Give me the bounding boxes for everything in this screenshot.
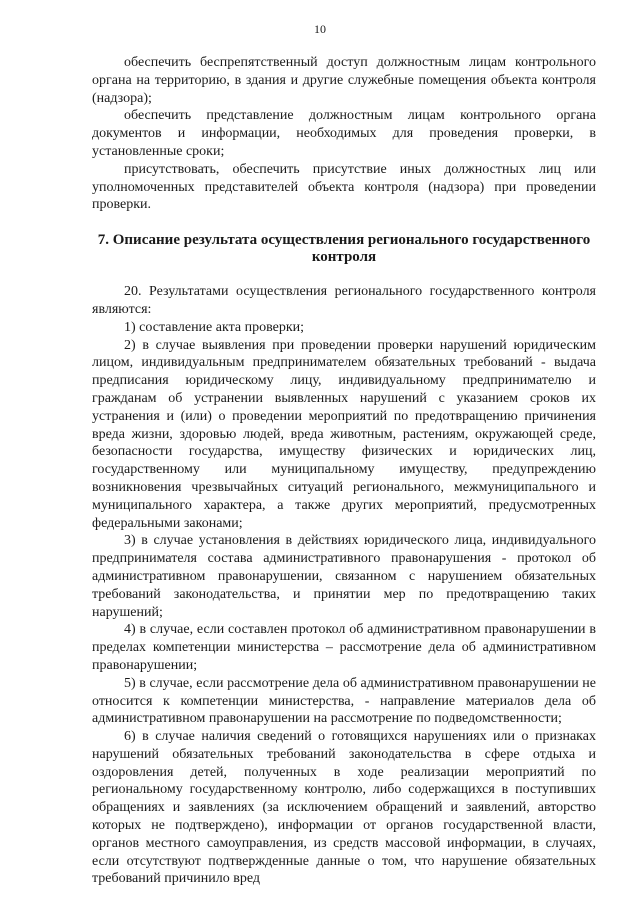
paragraph: обеспечить представление должностным лицам контрольного органа документов и информации, необходимых для проведения проверки, в установленные сроки; xyxy=(92,108,596,159)
list-item: 5) в случае, если рассмотрение дела об административном правонарушении не относится к компетенции министерства, - направление материалов дела об административном правонарушении на рассмотрение по подведомственности; xyxy=(92,675,596,727)
section-heading: 7. Описание результата осуществления регионального государственного контроля xyxy=(97,232,591,266)
page-number: 10 xyxy=(314,22,326,36)
paragraph: обеспечить беспрепятственный доступ должностным лицам контрольного органа на территорию, в здания и другие служебные помещения объекта контроля (надзора); xyxy=(92,55,596,106)
list-item: 6) в случае наличия сведений о готовящихся нарушениях или о признаках нарушений обязательных требований законодательства в сфере отдыха и оздоровления детей, полученных в ходе реализации мероприятий по региональному государственному контролю, либо содержащихся в поступивших обращениях и заявлениях (за исключением обращений и заявлений, авторство которых не подтверждено), информации от органов государственной власти, органов местного самоуправления, из средств массовой информации, в случаях, если отсутствуют подтвержденные данные о том, что нарушение обязательных требований причинило вред xyxy=(92,729,596,887)
list-item: 1) составление акта проверки; xyxy=(124,319,305,335)
paragraph: присутствовать, обеспечить присутствие иных должностных лиц или уполномоченных представителей объекта контроля (надзора) при проведении проверки. xyxy=(92,161,596,213)
list-item: 3) в случае установления в действиях юридического лица, индивидуального предпринимателя состава административного правонарушения - протокол об административном правонарушении, связанном с нарушением обязательных требований законодательства, и принятии мер по предотвращению таких нарушений; xyxy=(92,533,596,620)
paragraph: 20. Результатами осуществления регионального государственного контроля являются: xyxy=(92,284,596,317)
list-item: 2) в случае выявления при проведении проверки нарушений юридическим лицом, индивидуальным предпринимателем обязательных требований - выдача предписания юридическому лицу, индивидуальному предпринимателю и гражданам об устранении выявленных нарушений с указанием сроков их устранения и (или) о проведении мероприятий по предотвращению причинения вреда жизни, здоровью людей, вреда животным, растениям, окружающей среде, безопасности государства, имуществу физических и юридических лиц, государственному или муниципальному имуществу, предупреждению возникновения чрезвычайных ситуаций регионального, межмуниципального и муниципального характера, а также других мероприятий, предусмотренных федеральными законами; xyxy=(92,337,596,531)
document-body xyxy=(92,54,596,888)
list-item: 4) в случае, если составлен протокол об административном правонарушении в пределах компетенции министерства – рассмотрение дела об административном правонарушении; xyxy=(92,622,596,673)
